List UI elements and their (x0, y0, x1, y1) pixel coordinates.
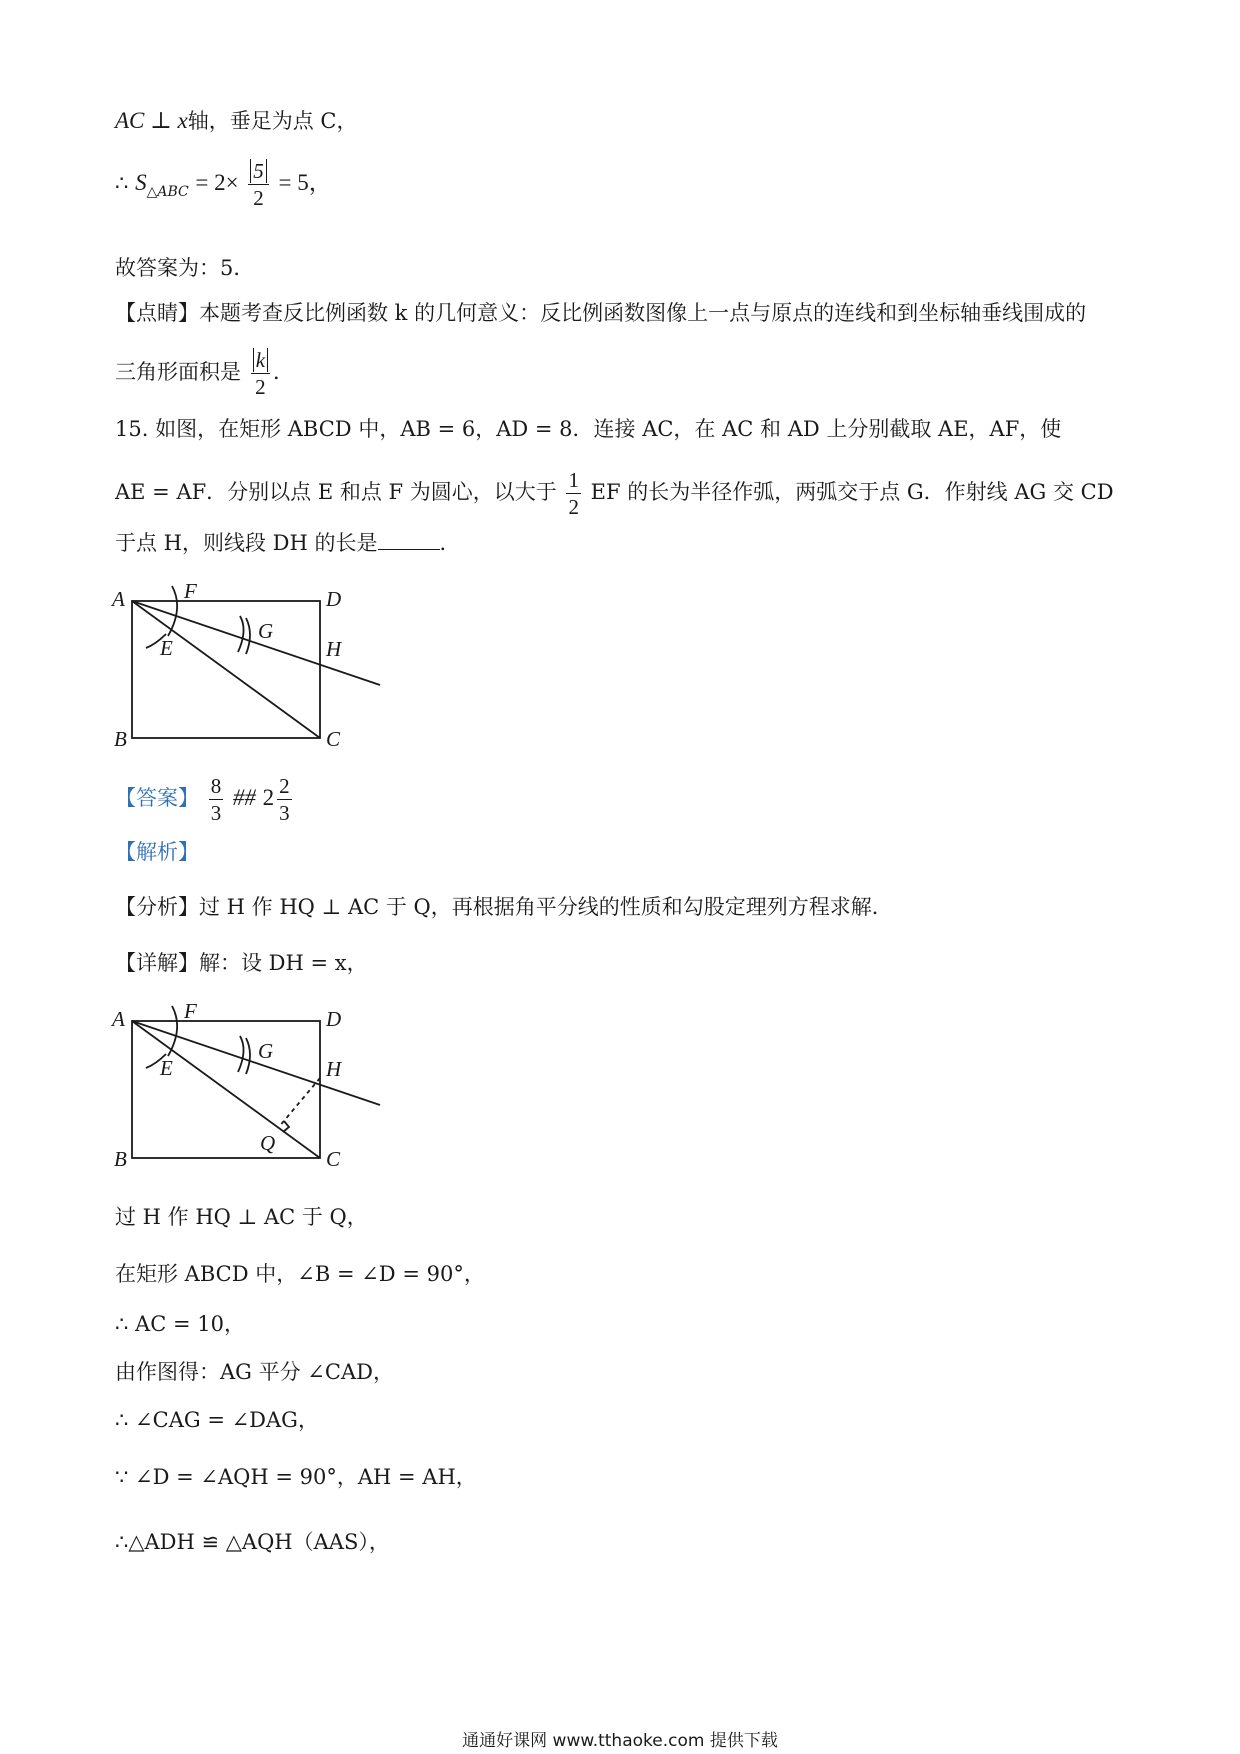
label-g-2: G (258, 1039, 274, 1063)
math-ac-perp-x: AC ⊥ x (115, 108, 188, 133)
segment-hq-dashed (278, 1078, 320, 1128)
label-f: F (184, 579, 197, 603)
tag-analysis: 【解析】 (115, 840, 199, 864)
text-fenxi: 过 H 作 HQ ⊥ AC 于 Q，再根据角平分线的性质和勾股定理列方程求解． (199, 895, 893, 919)
step-3: ∴ AC = 10， (115, 1312, 245, 1336)
dianjing-line-2 (115, 346, 294, 400)
math-eq: = 2× (195, 170, 239, 195)
arc-g-2 (246, 618, 250, 654)
answer-line (115, 768, 295, 828)
fenxi-line (115, 892, 893, 922)
label-c: C (326, 727, 341, 751)
answer-num: 8 (210, 774, 222, 798)
answer-blank (378, 527, 440, 550)
label-q-2: Q (260, 1131, 276, 1155)
math-result: = 5， (278, 170, 332, 195)
question-15-line-3 (115, 527, 461, 558)
arc-g-1 (238, 616, 244, 652)
text-foot-point: 轴，垂足为点 C， (187, 109, 358, 133)
step-5: ∴ ∠CAG = ∠DAG， (115, 1408, 319, 1432)
label-d: D (326, 587, 342, 611)
question-15-line-2 (115, 464, 1114, 520)
answer-num2: 2 (279, 774, 290, 798)
tag-fenxi: 【分析】 (115, 895, 199, 919)
math-s: S (135, 170, 147, 195)
xiangjie-line (115, 948, 368, 978)
fraction-5-over-2 (248, 158, 269, 211)
label-b-2: B (114, 1147, 127, 1171)
frac-num: 5 (250, 159, 267, 183)
frac-den-2b: 2 (568, 495, 579, 519)
answer-whole: 2 (262, 785, 275, 810)
therefore-symbol: ∴ (115, 171, 129, 195)
frac-num-k: k (253, 348, 268, 372)
label-b: B (114, 727, 127, 751)
answer-den2: 3 (279, 801, 290, 825)
math-sub-abc: △ABC (146, 184, 189, 200)
label-d-2: D (326, 1007, 342, 1031)
label-a: A (112, 587, 125, 611)
dianjing-line (115, 298, 1086, 328)
answer-fraction-2-3 (277, 773, 292, 826)
tag-xiangjie: 【详解】 (115, 951, 199, 975)
q15-text-a: AE = AF．分别以点 E 和点 F 为圆心，以大于 (115, 480, 557, 504)
label-f-2: F (184, 999, 197, 1023)
step-4: 由作图得：AG 平分 ∠CAD， (115, 1360, 394, 1384)
label-c-2: C (326, 1147, 341, 1171)
step-1: 过 H 作 HQ ⊥ AC 于 Q， (115, 1205, 368, 1229)
tag-dianjing: 【点睛】 (115, 301, 199, 325)
question-15-line-1: 15. 如图，在矩形 ABCD 中，AB = 6，AD = 8．连接 AC，在 AC 和 AD 上分别截取 AE，AF，使 (115, 417, 1062, 441)
text-answer-is: 故答案为：5． (115, 256, 255, 280)
q15-text-c: 于点 H，则线段 DH 的长是 (115, 531, 378, 555)
step-2: 在矩形 ABCD 中，∠B = ∠D = 90°， (115, 1262, 485, 1286)
answer-fraction-8-3 (209, 773, 224, 826)
answer-separator: ## (232, 785, 256, 810)
label-e-2: E (160, 1056, 173, 1080)
arc-g-2b (246, 1038, 250, 1074)
label-e: E (160, 636, 173, 660)
frac-num-1: 1 (568, 468, 579, 492)
answer-den: 3 (210, 801, 222, 825)
text-dianjing: 本题考查反比例函数 k 的几何意义：反比例函数图像上一点与原点的连线和到坐标轴垂线围成的 (199, 301, 1087, 325)
rectangle-figure-1 (108, 578, 398, 758)
frac-den: 2 (253, 186, 264, 210)
segment-ac (132, 601, 320, 738)
label-g: G (258, 619, 274, 643)
frac-den-2: 2 (255, 375, 266, 399)
text-xiangjie: 解：设 DH = x， (199, 951, 368, 975)
segment-ac-2 (132, 1021, 320, 1158)
fraction-k-over-2 (251, 347, 270, 400)
area-formula-line (115, 158, 332, 211)
text-period: ． (273, 360, 295, 384)
label-h-2: H (326, 1057, 342, 1081)
rectangle-figure-2 (108, 998, 398, 1178)
step-6: ∵ ∠D = ∠AQH = 90°，AH = AH， (115, 1465, 477, 1489)
text-triangle-area: 三角形面积是 (115, 360, 241, 384)
fraction-1-over-2 (566, 467, 581, 520)
step-7: ∴△ADH ≌ △AQH（AAS）， (115, 1530, 390, 1554)
analysis-line (115, 837, 199, 867)
tag-answer: 【答案】 (115, 786, 199, 810)
page-footer: 通通好课网 www.tthaoke.com 提供下载 (462, 1731, 778, 1751)
text-line-perpendicular (115, 106, 357, 136)
q15-period: ． (439, 531, 461, 555)
q15-text-b: EF 的长为半径作弧，两弧交于点 G．作射线 AG 交 CD (590, 480, 1114, 504)
arc-g-2a (238, 1036, 244, 1072)
label-a-2: A (112, 1007, 125, 1031)
label-h: H (326, 637, 342, 661)
right-angle-mark (283, 1121, 289, 1132)
